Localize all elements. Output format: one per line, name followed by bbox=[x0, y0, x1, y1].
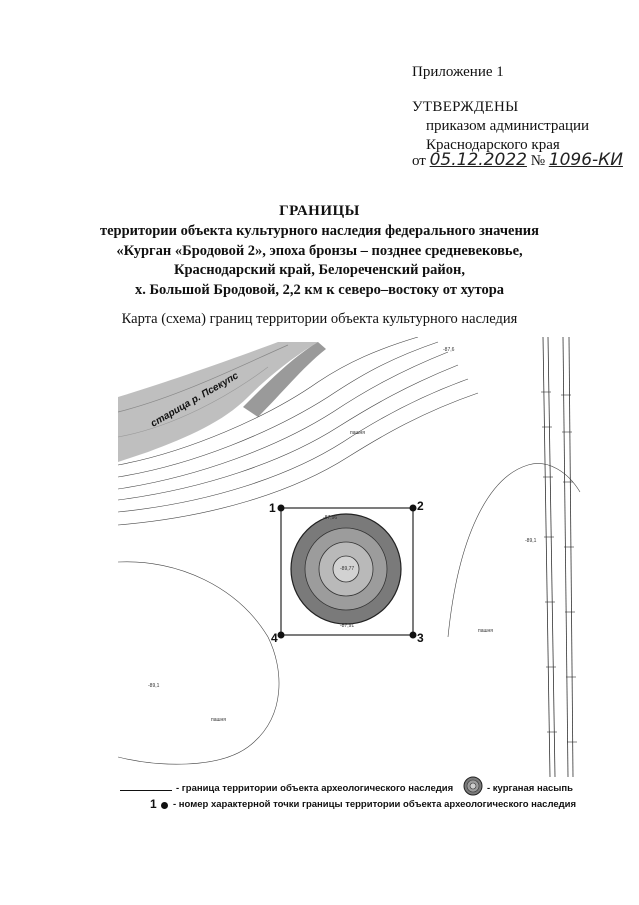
point-label-2: 2 bbox=[417, 499, 424, 513]
point-label-3: 3 bbox=[417, 631, 424, 645]
order-number-sign: № bbox=[530, 153, 546, 169]
approval-line-2: Краснодарского края bbox=[426, 137, 560, 153]
river-label: старица р. Псекупс bbox=[149, 370, 241, 430]
map-caption: Карта (схема) границ территории объекта культурного наследия bbox=[121, 311, 518, 327]
legend-boundary: - граница территории объекта археологического наследия bbox=[176, 783, 454, 794]
title-line-4: х. Большой Бродовой, 2,2 км к северо–востоку от хутора bbox=[134, 281, 505, 298]
point-label-1: 1 bbox=[269, 501, 276, 515]
approval-line-1: приказом администрации bbox=[426, 118, 590, 134]
document-title: ГРАНИЦЫ bbox=[279, 203, 360, 219]
legend-point-dot bbox=[161, 802, 168, 809]
approval-block bbox=[412, 98, 589, 155]
boundary-point-3 bbox=[410, 632, 417, 639]
boundary-map bbox=[118, 337, 588, 777]
elevation-left-bottom: -89,1 bbox=[148, 683, 160, 689]
appendix-number: Приложение 1 bbox=[412, 64, 504, 80]
approval-heading: УТВЕРЖДЕНЫ bbox=[412, 99, 519, 115]
title-line-2: «Курган «Бродовой 2», эпоха бронзы – позднее средневековье, bbox=[116, 242, 523, 259]
order-date-handwritten: 05.12.2022 bbox=[429, 150, 527, 170]
order-number-handwritten: 1096-КИ bbox=[548, 150, 623, 170]
area-label-upper: пашня bbox=[350, 430, 365, 436]
legend-mound: - курганая насыпь bbox=[487, 783, 573, 794]
title-line-3: Краснодарский край, Белореченский район, bbox=[173, 262, 466, 279]
elevation-top-right: -87,6 bbox=[443, 347, 455, 353]
boundary-point-4 bbox=[278, 632, 285, 639]
legend-line-symbol bbox=[120, 790, 172, 791]
boundary-point-1 bbox=[278, 505, 285, 512]
legend-point-number: 1 bbox=[150, 797, 157, 811]
elevation-box-bottom: -87,91 bbox=[340, 623, 355, 629]
title-line-1: территории объекта культурного наследия федерального значения bbox=[99, 223, 539, 239]
document-title-description bbox=[0, 222, 639, 300]
elevation-right: -89,1 bbox=[525, 538, 537, 544]
boundary-point-2 bbox=[410, 505, 417, 512]
legend-mound-icon bbox=[462, 776, 484, 796]
area-label-lower-left: пашня bbox=[211, 717, 226, 723]
elevation-center: -89,77 bbox=[340, 566, 355, 572]
legend-point: - номер характерной точки границы территории объекта археологического наследия bbox=[173, 799, 577, 810]
order-reference bbox=[412, 150, 623, 170]
area-label-right: пашня bbox=[478, 628, 493, 634]
elevation-box-top: -87,96 bbox=[323, 515, 338, 521]
order-from-prefix: от bbox=[412, 153, 426, 169]
point-label-4: 4 bbox=[271, 631, 278, 645]
